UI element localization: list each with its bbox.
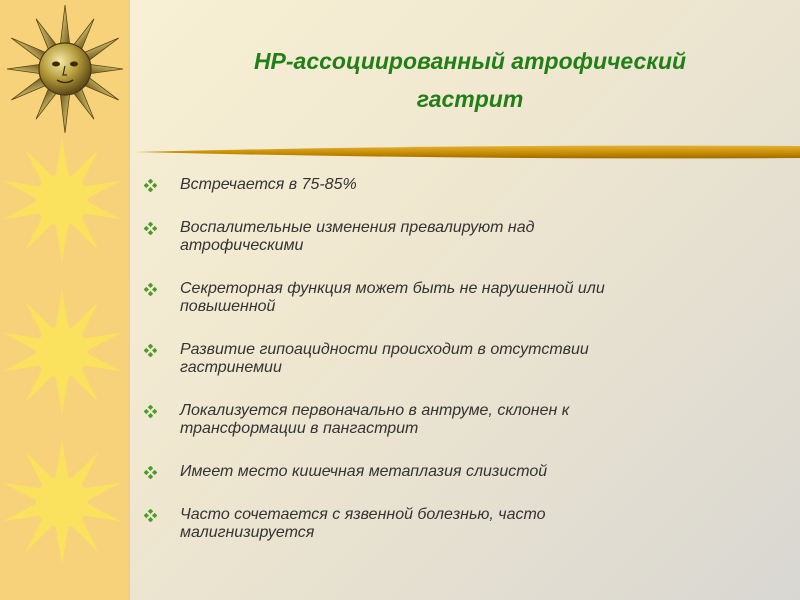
bullet-text-line-2: атрофическими xyxy=(180,237,304,254)
band-divider xyxy=(128,0,130,600)
diamond-bullet-icon xyxy=(144,283,157,296)
bullet-text-line-2: повышенной xyxy=(180,298,276,315)
diamond-bullet-icon xyxy=(144,466,157,479)
list-item xyxy=(140,219,740,255)
diamond-bullet-icon xyxy=(144,405,157,418)
bullet-text-line-1: Локализуется первоначально в антруме, склонен к xyxy=(180,402,570,419)
bullet-list xyxy=(140,176,740,567)
sun-icon xyxy=(0,130,128,270)
bullet-text-line-2: малигнизируется xyxy=(180,524,315,541)
left-decorative-band xyxy=(0,0,128,600)
diamond-bullet-icon xyxy=(144,222,157,235)
list-item xyxy=(140,402,740,438)
bullet-text-line-1: Часто сочетается с язвенной болезнью, часто xyxy=(180,506,546,523)
bullet-text-line-1: Секреторная функция может быть не нарушенной или xyxy=(180,280,605,297)
slide-title xyxy=(140,42,800,118)
bullet-text-line-2: гастринемии xyxy=(180,359,282,376)
gold-sun-face-icon xyxy=(2,2,128,136)
list-item xyxy=(140,506,740,542)
list-item xyxy=(140,176,740,194)
diamond-bullet-icon xyxy=(144,344,157,357)
bullet-text-line-1: Развитие гипоацидности происходит в отсутствии xyxy=(180,341,589,358)
diamond-bullet-icon xyxy=(144,179,157,192)
list-item xyxy=(140,280,740,316)
diamond-bullet-icon xyxy=(144,509,157,522)
bullet-text-line-1: Имеет место кишечная метаплазия слизистой xyxy=(180,463,548,480)
bullet-text-line-1: Встречается в 75-85% xyxy=(180,176,357,193)
sun-icon xyxy=(0,432,128,572)
slide-title-line-1: НР-ассоциированный атрофический xyxy=(253,48,687,74)
bullet-text-line-1: Воспалительные изменения превалируют над xyxy=(180,219,535,236)
list-item xyxy=(140,341,740,377)
sun-icon xyxy=(0,282,128,422)
bullet-text-line-2: трансформации в пангастрит xyxy=(180,420,419,437)
gold-rule-divider xyxy=(135,141,800,163)
list-item xyxy=(140,463,740,481)
slide-title-line-2: гастрит xyxy=(416,86,524,112)
